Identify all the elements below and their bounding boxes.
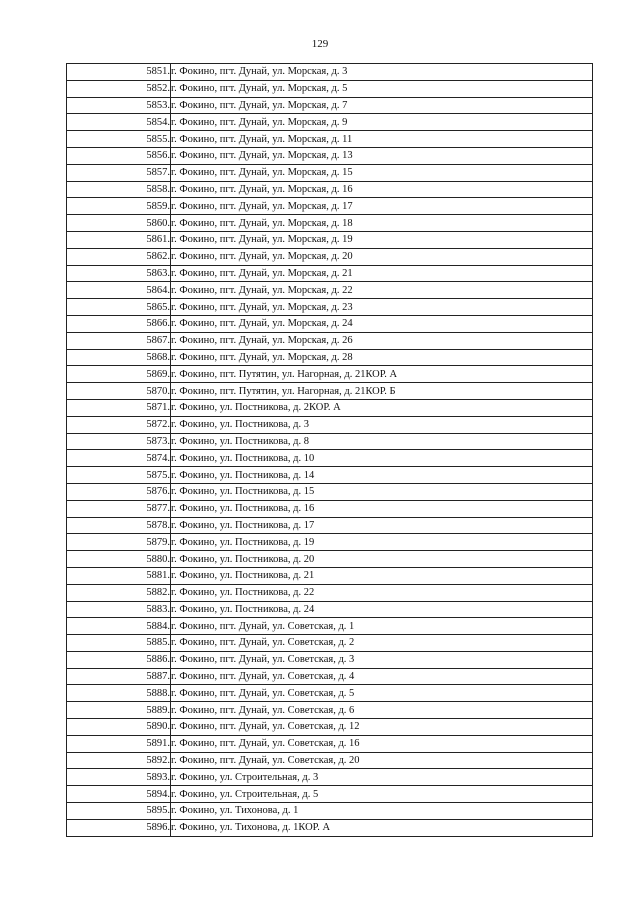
row-number: 5862.: [67, 248, 171, 265]
row-address: г. Фокино, пгт. Дунай, ул. Морская, д. 9: [171, 114, 593, 131]
row-address: г. Фокино, ул. Постникова, д. 14: [171, 467, 593, 484]
table-row: [67, 181, 593, 198]
table-row: [67, 299, 593, 316]
row-address: г. Фокино, пгт. Дунай, ул. Морская, д. 15: [171, 164, 593, 181]
row-number: 5864.: [67, 282, 171, 299]
row-number: 5895.: [67, 803, 171, 820]
row-number: 5890.: [67, 719, 171, 736]
row-address: г. Фокино, ул. Постникова, д. 20: [171, 551, 593, 568]
row-address: г. Фокино, ул. Постникова, д. 10: [171, 450, 593, 467]
address-table: [66, 63, 593, 837]
row-number: 5851.: [67, 64, 171, 81]
table-row: [67, 97, 593, 114]
row-number: 5877.: [67, 500, 171, 517]
row-address: г. Фокино, пгт. Дунай, ул. Морская, д. 19: [171, 231, 593, 248]
row-number: 5882.: [67, 584, 171, 601]
row-address: г. Фокино, ул. Постникова, д. 22: [171, 584, 593, 601]
table-row: [67, 567, 593, 584]
table-row: [67, 64, 593, 81]
table-row: [67, 450, 593, 467]
row-address: г. Фокино, пгт. Дунай, ул. Морская, д. 26: [171, 332, 593, 349]
row-address: г. Фокино, пгт. Путятин, ул. Нагорная, д. 21КОР. Б: [171, 383, 593, 400]
row-address: г. Фокино, пгт. Дунай, ул. Советская, д. 4: [171, 668, 593, 685]
table-row: [67, 215, 593, 232]
row-number: 5896.: [67, 819, 171, 836]
table-row: [67, 349, 593, 366]
table-row: [67, 332, 593, 349]
table-row: [67, 819, 593, 836]
table-row: [67, 668, 593, 685]
address-table-body: [67, 64, 593, 837]
row-number: 5859.: [67, 198, 171, 215]
row-number: 5879.: [67, 534, 171, 551]
row-number: 5854.: [67, 114, 171, 131]
row-number: 5872.: [67, 416, 171, 433]
row-address: г. Фокино, пгт. Дунай, ул. Морская, д. 24: [171, 315, 593, 332]
table-row: [67, 147, 593, 164]
row-address: г. Фокино, ул. Постникова, д. 3: [171, 416, 593, 433]
row-address: г. Фокино, ул. Строительная, д. 3: [171, 769, 593, 786]
row-address: г. Фокино, пгт. Дунай, ул. Морская, д. 21: [171, 265, 593, 282]
row-address: г. Фокино, пгт. Дунай, ул. Морская, д. 7: [171, 97, 593, 114]
table-row: [67, 769, 593, 786]
row-number: 5892.: [67, 752, 171, 769]
table-row: [67, 651, 593, 668]
row-number: 5878.: [67, 517, 171, 534]
table-row: [67, 551, 593, 568]
table-row: [67, 433, 593, 450]
table-row: [67, 282, 593, 299]
row-address: г. Фокино, пгт. Дунай, ул. Советская, д. 3: [171, 651, 593, 668]
row-number: 5891.: [67, 735, 171, 752]
table-row: [67, 416, 593, 433]
table-row: [67, 198, 593, 215]
row-number: 5886.: [67, 651, 171, 668]
row-address: г. Фокино, пгт. Путятин, ул. Нагорная, д. 21КОР. А: [171, 366, 593, 383]
row-address: г. Фокино, пгт. Дунай, ул. Советская, д. 12: [171, 719, 593, 736]
row-address: г. Фокино, пгт. Дунай, ул. Морская, д. 28: [171, 349, 593, 366]
table-row: [67, 80, 593, 97]
row-address: г. Фокино, ул. Постникова, д. 16: [171, 500, 593, 517]
row-address: г. Фокино, пгт. Дунай, ул. Советская, д. 1: [171, 618, 593, 635]
row-number: 5869.: [67, 366, 171, 383]
table-row: [67, 467, 593, 484]
row-number: 5873.: [67, 433, 171, 450]
table-row: [67, 735, 593, 752]
row-address: г. Фокино, ул. Постникова, д. 2КОР. А: [171, 399, 593, 416]
table-row: [67, 719, 593, 736]
table-row: [67, 383, 593, 400]
table-row: [67, 164, 593, 181]
row-address: г. Фокино, ул. Тихонова, д. 1КОР. А: [171, 819, 593, 836]
table-row: [67, 803, 593, 820]
table-row: [67, 315, 593, 332]
row-number: 5883.: [67, 601, 171, 618]
row-number: 5865.: [67, 299, 171, 316]
row-address: г. Фокино, пгт. Дунай, ул. Морская, д. 20: [171, 248, 593, 265]
row-number: 5885.: [67, 635, 171, 652]
table-row: [67, 483, 593, 500]
table-row: [67, 635, 593, 652]
row-address: г. Фокино, пгт. Дунай, ул. Морская, д. 3: [171, 64, 593, 81]
row-address: г. Фокино, пгт. Дунай, ул. Морская, д. 11: [171, 131, 593, 148]
table-row: [67, 752, 593, 769]
row-number: 5893.: [67, 769, 171, 786]
table-row: [67, 702, 593, 719]
row-number: 5881.: [67, 567, 171, 584]
row-address: г. Фокино, пгт. Дунай, ул. Советская, д. 16: [171, 735, 593, 752]
row-number: 5871.: [67, 399, 171, 416]
row-number: 5888.: [67, 685, 171, 702]
row-number: 5876.: [67, 483, 171, 500]
table-row: [67, 265, 593, 282]
row-address: г. Фокино, ул. Постникова, д. 17: [171, 517, 593, 534]
table-row: [67, 500, 593, 517]
row-address: г. Фокино, ул. Постникова, д. 21: [171, 567, 593, 584]
table-row: [67, 618, 593, 635]
table-row: [67, 248, 593, 265]
row-number: 5867.: [67, 332, 171, 349]
row-number: 5889.: [67, 702, 171, 719]
row-number: 5870.: [67, 383, 171, 400]
row-number: 5860.: [67, 215, 171, 232]
row-number: 5887.: [67, 668, 171, 685]
table-row: [67, 517, 593, 534]
row-address: г. Фокино, пгт. Дунай, ул. Морская, д. 5: [171, 80, 593, 97]
row-address: г. Фокино, пгт. Дунай, ул. Советская, д. 6: [171, 702, 593, 719]
row-address: г. Фокино, пгт. Дунай, ул. Советская, д. 20: [171, 752, 593, 769]
row-number: 5863.: [67, 265, 171, 282]
row-number: 5866.: [67, 315, 171, 332]
row-address: г. Фокино, ул. Постникова, д. 19: [171, 534, 593, 551]
row-number: 5884.: [67, 618, 171, 635]
table-row: [67, 534, 593, 551]
row-address: г. Фокино, пгт. Дунай, ул. Морская, д. 13: [171, 147, 593, 164]
row-address: г. Фокино, ул. Постникова, д. 15: [171, 483, 593, 500]
row-number: 5855.: [67, 131, 171, 148]
row-address: г. Фокино, пгт. Дунай, ул. Морская, д. 22: [171, 282, 593, 299]
row-number: 5868.: [67, 349, 171, 366]
table-row: [67, 786, 593, 803]
row-address: г. Фокино, пгт. Дунай, ул. Советская, д. 2: [171, 635, 593, 652]
row-address: г. Фокино, пгт. Дунай, ул. Морская, д. 18: [171, 215, 593, 232]
table-row: [67, 366, 593, 383]
row-address: г. Фокино, пгт. Дунай, ул. Морская, д. 16: [171, 181, 593, 198]
table-row: [67, 114, 593, 131]
row-number: 5856.: [67, 147, 171, 164]
row-number: 5874.: [67, 450, 171, 467]
row-number: 5857.: [67, 164, 171, 181]
row-address: г. Фокино, пгт. Дунай, ул. Советская, д. 5: [171, 685, 593, 702]
page-number: 129: [311, 38, 329, 50]
table-row: [67, 131, 593, 148]
table-row: [67, 399, 593, 416]
row-address: г. Фокино, пгт. Дунай, ул. Морская, д. 23: [171, 299, 593, 316]
row-number: 5858.: [67, 181, 171, 198]
row-address: г. Фокино, ул. Постникова, д. 8: [171, 433, 593, 450]
row-number: 5861.: [67, 231, 171, 248]
table-row: [67, 231, 593, 248]
row-number: 5880.: [67, 551, 171, 568]
table-row: [67, 601, 593, 618]
row-address: г. Фокино, ул. Строительная, д. 5: [171, 786, 593, 803]
row-address: г. Фокино, ул. Постникова, д. 24: [171, 601, 593, 618]
table-row: [67, 685, 593, 702]
row-number: 5894.: [67, 786, 171, 803]
row-number: 5875.: [67, 467, 171, 484]
row-number: 5852.: [67, 80, 171, 97]
row-address: г. Фокино, ул. Тихонова, д. 1: [171, 803, 593, 820]
row-address: г. Фокино, пгт. Дунай, ул. Морская, д. 17: [171, 198, 593, 215]
row-number: 5853.: [67, 97, 171, 114]
table-row: [67, 584, 593, 601]
